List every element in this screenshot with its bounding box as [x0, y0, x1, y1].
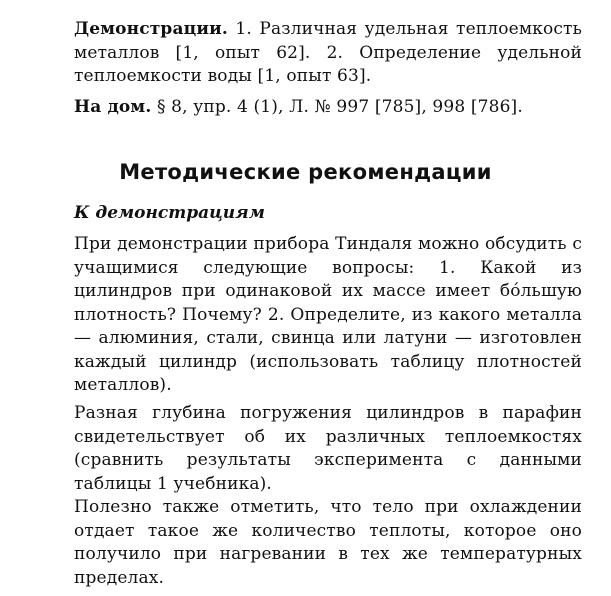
demonstrations-paragraph [74, 18, 582, 89]
homework-paragraph [74, 96, 582, 120]
demonstrations-text: 1. Различная удельная теплоемкость металлов [1, опыт 62]. 2. Определение удельной теплоемкости воды [1, опыт 63]. [74, 19, 582, 86]
homework-label: На дом. [74, 97, 152, 117]
body-paragraph: При демонстрации прибора Тиндаля можно обсудить с учащимися следующие вопросы: 1. Какой из цилиндров при одинаковой их массе имеет бóльшую плотность? Почему? 2. Определите, из какого металла — алюминия, стали, свинца или латуни — изготовлен каждый цилиндр (использовать таблицу плотностей металлов). [74, 234, 582, 395]
subsection-title: К демонстрациям [74, 203, 265, 223]
section-title: Методические рекомендации [119, 160, 492, 184]
body-paragraph: Полезно также отметить, что тело при охлаждении отдает такое же количество теплоты, которое оно получило при нагревании в тех же температурных пределах. [74, 497, 582, 588]
homework-text: § 8, упр. 4 (1), Л. № 997 [785], 998 [786]. [151, 97, 523, 117]
body-paragraph: Разная глубина погружения цилиндров в парафин свидетельствует об их различных теплоемкостях (сравнить результаты эксперимента с данными таблицы 1 учебника). [74, 403, 582, 494]
demonstrations-label: Демонстрации. [74, 19, 228, 39]
